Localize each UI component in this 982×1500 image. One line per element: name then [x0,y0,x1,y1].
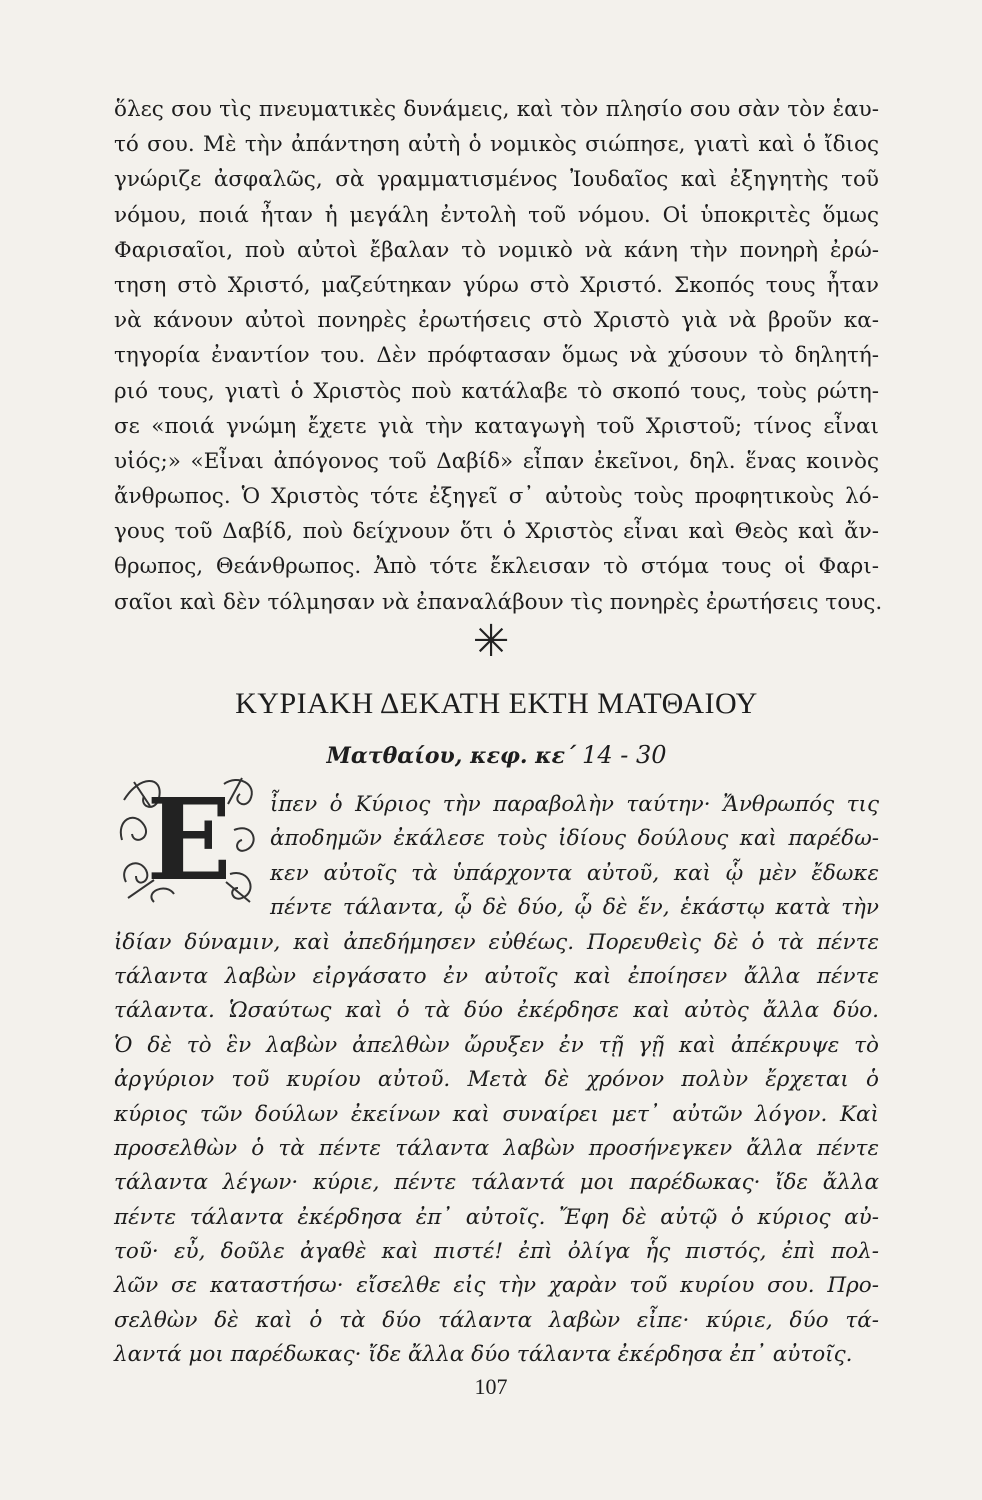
text-line: Φαρισαῖοι, ποὺ αὐτοὶ ἔβαλαν τὸ νομικὸ νὰ κάνη τὴν πονηρὴ ἐρώ- [114,237,879,263]
text-line: τηγορία ἐναντίον του. Δὲν πρόφτασαν ὅμως νὰ χύσουν τὸ δηλητή- [114,343,879,369]
reference-verses: 14 - 30 [582,741,667,769]
text-line: κύριος τῶν δούλων ἐκείνων καὶ συναίρει μετ᾽ αὐτῶν λόγον. Καὶ [114,1101,879,1127]
text-line: τάλαντα λαβὼν εἰργάσατο ἐν αὐτοῖς καὶ ἐποίησεν ἄλλα πέντε [114,963,879,989]
text-line: γνώριζε ἀσφαλῶς, σὰ γραμματισμένος Ἰουδαῖος καὶ ἐξηγητὴς τοῦ [114,167,879,193]
scripture-reference [114,740,879,771]
paragraph-scripture [114,788,879,1373]
text-line: γους τοῦ Δαβίδ, ποὺ δείχνουν ὅτι ὁ Χριστὸς εἶναι καὶ Θεὸς καὶ ἄν- [114,519,879,545]
text-line: Ὁ δὲ τὸ ἓν λαβὼν ἀπελθὼν ὤρυξεν ἐν τῇ γῇ καὶ ἀπέκρυψε τὸ [114,1032,879,1058]
text-line: ριό τους, γιατὶ ὁ Χριστὸς ποὺ κατάλαβε τὸ σκοπό τους, τοὺς ρώτη- [114,378,879,404]
paragraph-commentary [114,92,883,620]
text-line: λῶν σε καταστήσω· εἴσελθε εἰς τὴν χαρὰν τοῦ κυρίου σου. Προ- [114,1273,879,1299]
text-line: τάλαντα λέγων· κύριε, πέντε τάλαντά μοι παρέδωκας· ἴδε ἄλλα [114,1170,879,1196]
text-line: τοῦ· εὖ, δοῦλε ἀγαθὲ καὶ πιστέ! ἐπὶ ὀλίγα ἧς πιστός, ἐπὶ πολ- [114,1239,879,1265]
initial-letter: Ε [146,775,232,906]
text-line: τηση στὸ Χριστό, μαζεύτηκαν γύρω στὸ Χριστό. Σκοπός τους ἦταν [114,272,879,298]
text-line: ἀργύριον τοῦ κυρίου αὐτοῦ. Μετὰ δὲ χρόνον πολὺν ἔρχεται ὁ [114,1067,879,1093]
text-line: ἀποδημῶν ἐκάλεσε τοὺς ἰδίους δούλους καὶ παρέδω- [270,826,879,852]
text-line: ἶπεν ὁ Κύριος τὴν παραβολὴν ταύτην· Ἄνθρωπός τις [270,792,879,817]
text-line: σελθὼν δὲ καὶ ὁ τὰ δύο τάλαντα λαβὼν εἶπε· κύριε, δύο τά- [114,1307,879,1333]
text-line: πέντε τάλαντα ἐκέρδησα ἐπ᾽ αὐτοῖς. Ἔφη δὲ αὐτῷ ὁ κύριος αὐ- [114,1204,879,1230]
text-line: κεν αὐτοῖς τὰ ὑπάρχοντα αὐτοῦ, καὶ ᾧ μὲν ἔδωκε [270,860,879,886]
text-line: νόμου, ποιά ἦταν ἡ μεγάλη ἐντολὴ τοῦ νόμου. Οἱ ὑποκριτὲς ὅμως [114,202,879,228]
text-line: πέντε τάλαντα, ᾧ δὲ δύο, ᾧ δὲ ἕν, ἑκάστῳ κατὰ τὴν [270,895,879,921]
page-number: 107 [474,1374,508,1399]
text-line: ἰδίαν δύναμιν, καὶ ἀπεδήμησεν εὐθέως. Πορευθεὶς δὲ ὁ τὰ πέντε [114,929,879,955]
text-line: τάλαντα. Ὡσαύτως καὶ ὁ τὰ δύο ἐκέρδησε καὶ αὐτὸς ἄλλα δύο. [114,998,879,1024]
text-line: προσελθὼν ὁ τὰ πέντε τάλαντα λαβὼν προσήνεγκεν ἄλλα πέντε [114,1135,879,1161]
text-line: θρωπος, Θεάνθρωπος. Ἀπὸ τότε ἔκλεισαν τὸ στόμα τους οἱ Φαρι- [114,554,879,580]
asterisk-separator: ✳ [472,616,510,667]
text-line: τό σου. Μὲ τὴν ἀπάντηση αὐτὴ ὁ νομικὸς σιώπησε, γιατὶ καὶ ὁ ἴδιος [114,132,879,158]
text-line: σαῖοι καὶ δὲν τόλμησαν νὰ ἐπαναλάβουν τὶς πονηρὲς ἐρωτήσεις τους. [114,589,883,615]
section-heading: ΚΥΡΙΑΚΗ ΔΕΚΑΤΗ ΕΚΤΗ ΜΑΤΘΑΙΟΥ [235,687,758,720]
text-line: λαντά μοι παρέδωκας· ἴδε ἄλλα δύο τάλαντα ἐκέρδησα ἐπ᾽ αὐτοῖς. [114,1342,853,1368]
reference-label: Ματθαίου, κεφ. κε΄ [326,743,577,769]
text-line: σε «ποιά γνώμη ἔχετε γιὰ τὴν καταγωγὴ τοῦ Χριστοῦ; τίνος εἶναι [114,413,879,439]
text-line: υἱός;» «Εἶναι ἀπόγονος τοῦ Δαβίδ» εἶπαν ἐκεῖνοι, δηλ. ἕνας κοινὸς [114,448,879,474]
text-line: νὰ κάνουν αὐτοὶ πονηρὲς ἐρωτήσεις στὸ Χριστὸ γιὰ νὰ βροῦν κα- [114,308,879,334]
text-line: ὅλες σου τὶς πνευματικὲς δυνάμεις, καὶ τὸν πλησίο σου σὰν τὸν ἑαυ- [114,97,879,122]
text-line: ἄνθρωπος. Ὁ Χριστὸς τότε ἐξηγεῖ σ᾽ αὐτοὺς τοὺς προφητικοὺς λό- [114,484,879,510]
